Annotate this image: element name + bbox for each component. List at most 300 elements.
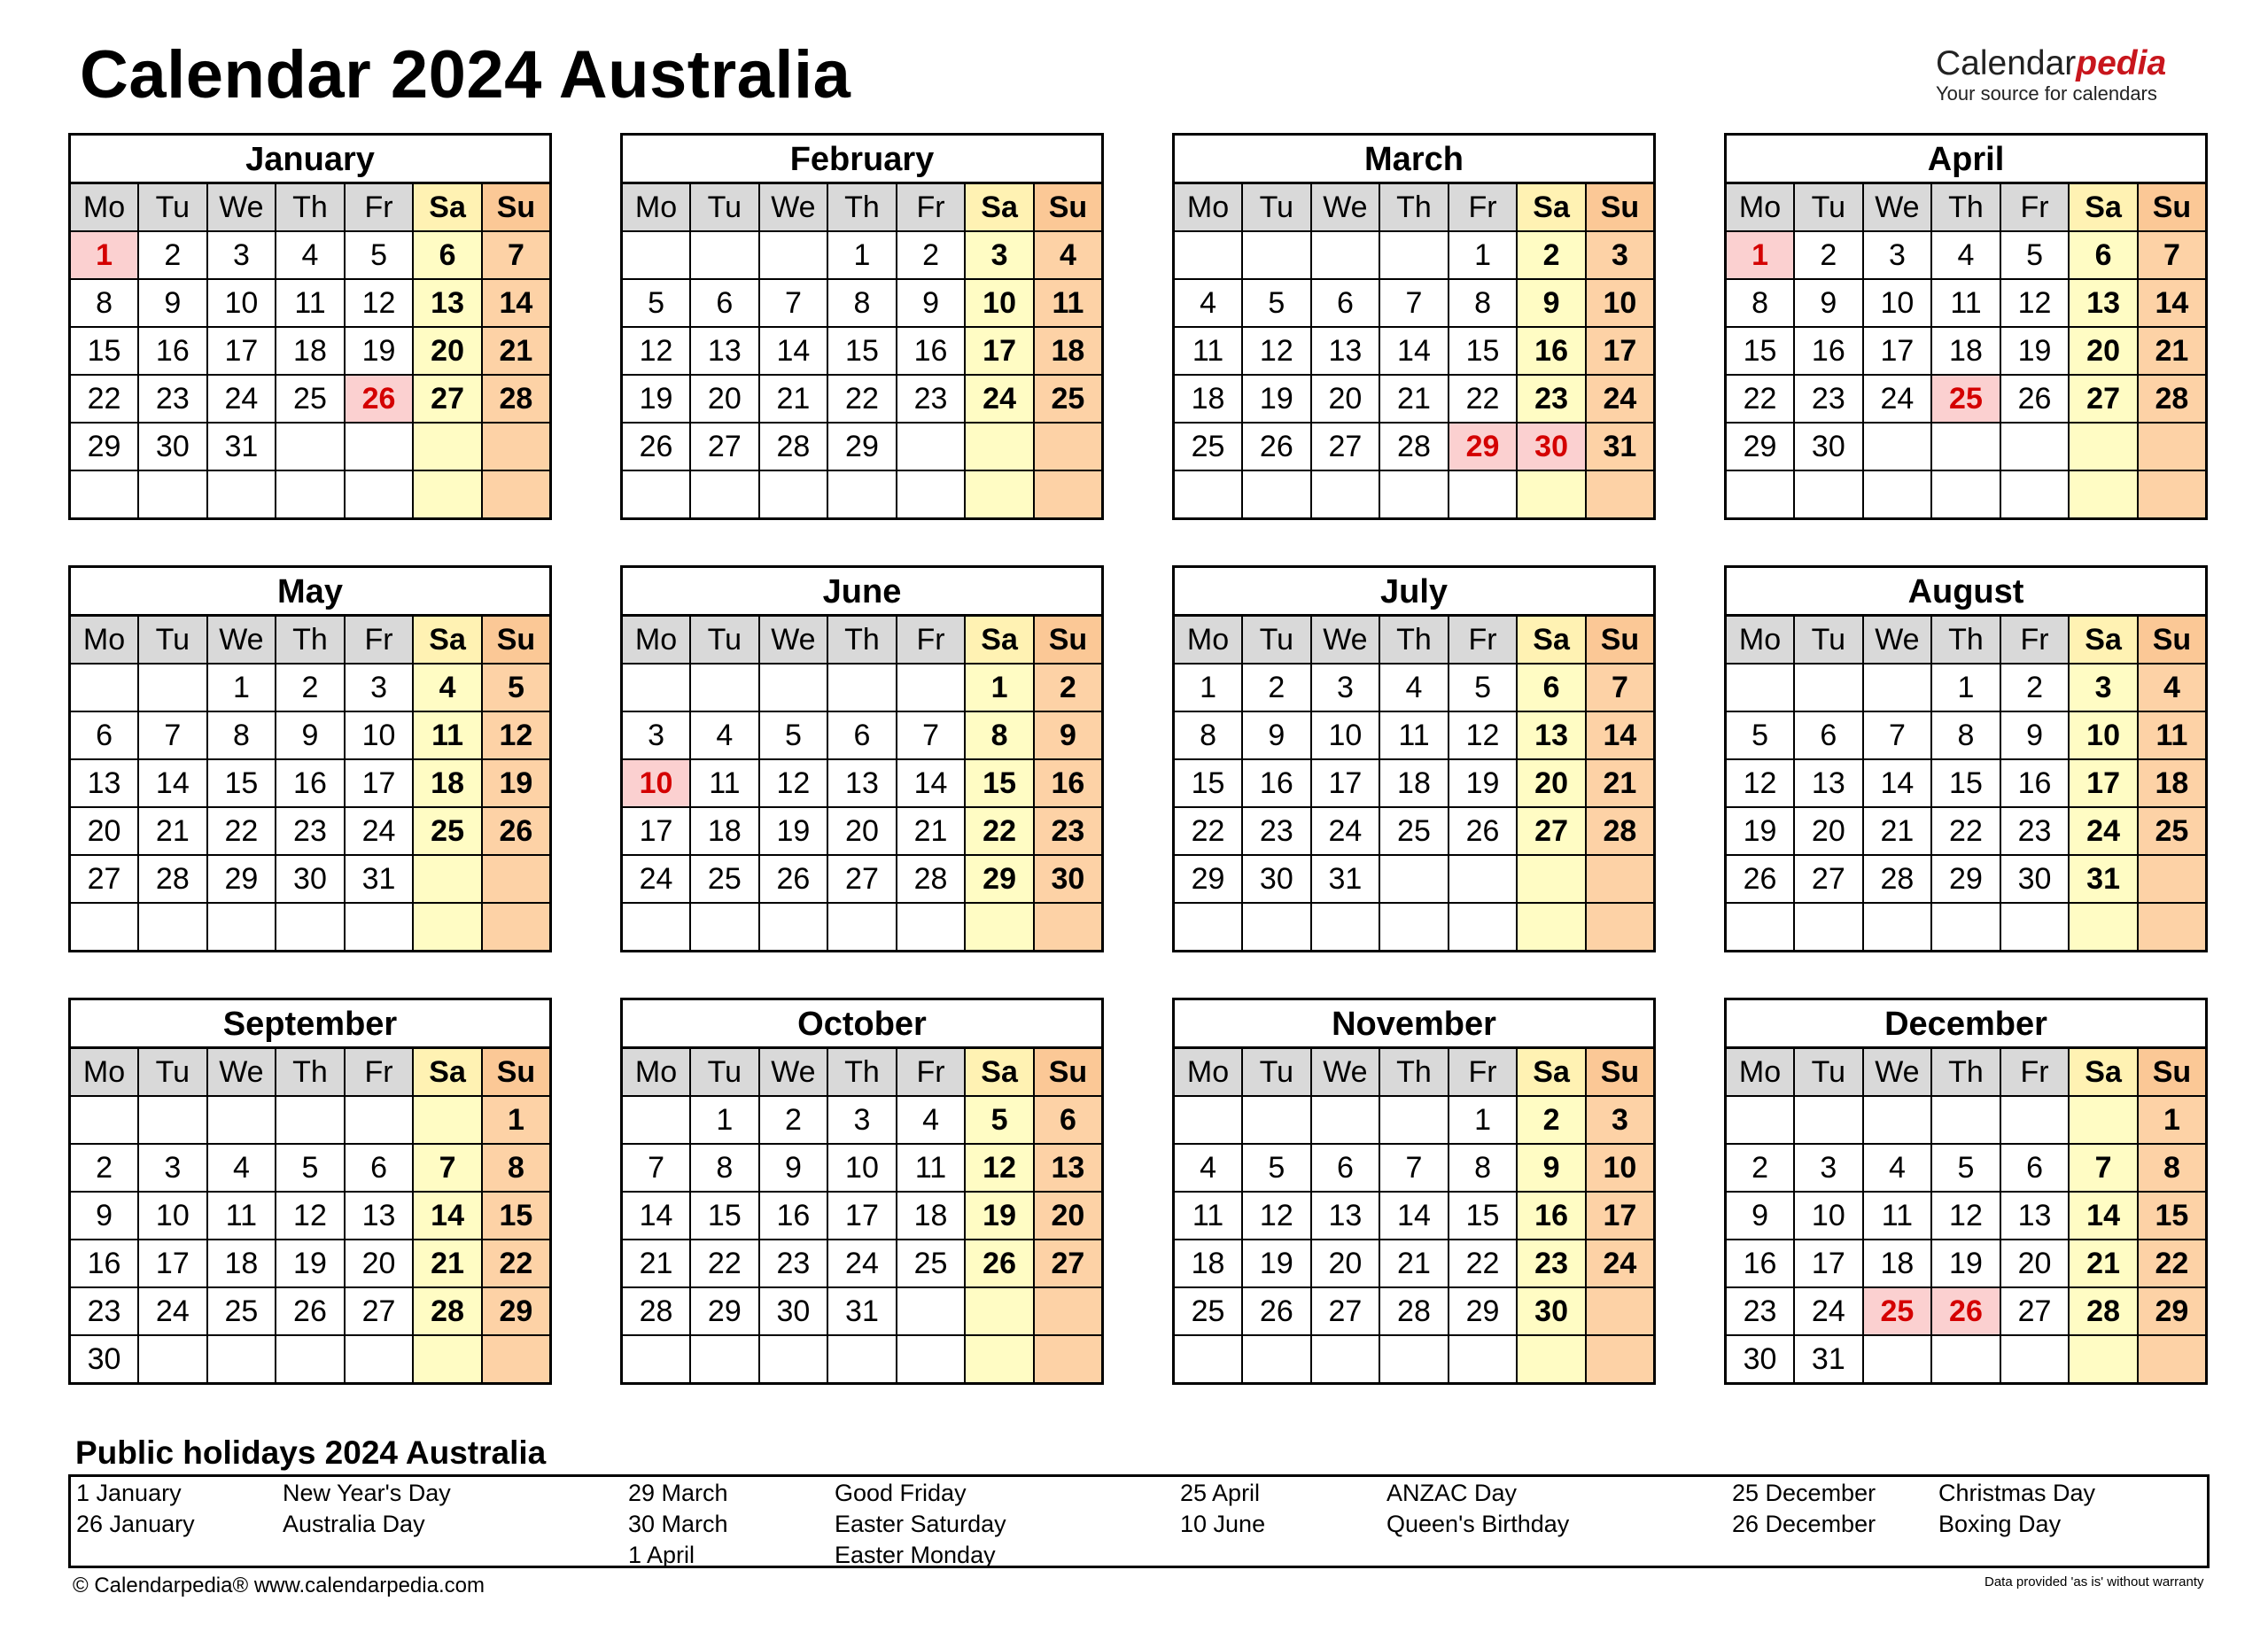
day-cell[interactable]: 8 — [482, 1144, 551, 1192]
day-cell[interactable]: 6 — [345, 1144, 414, 1192]
day-cell[interactable]: 16 — [1726, 1240, 1795, 1287]
day-cell[interactable]: 15 — [70, 327, 139, 375]
day-cell[interactable]: 25 — [1174, 1287, 1243, 1335]
day-cell[interactable]: 17 — [1794, 1240, 1863, 1287]
holiday-day-cell[interactable]: 10 — [622, 759, 691, 807]
day-cell[interactable]: 1 — [827, 231, 897, 279]
day-cell[interactable]: 7 — [759, 279, 828, 327]
day-cell[interactable]: 27 — [1034, 1240, 1103, 1287]
day-cell[interactable]: 16 — [759, 1192, 828, 1240]
day-cell[interactable]: 31 — [1794, 1335, 1863, 1384]
day-cell[interactable]: 19 — [276, 1240, 345, 1287]
day-cell[interactable]: 14 — [2138, 279, 2207, 327]
holiday-day-cell[interactable]: 29 — [1449, 423, 1518, 470]
day-cell[interactable]: 23 — [2000, 807, 2070, 855]
day-cell[interactable]: 9 — [1726, 1192, 1795, 1240]
day-cell[interactable]: 7 — [482, 231, 551, 279]
day-cell[interactable]: 20 — [1311, 375, 1380, 423]
day-cell[interactable]: 14 — [759, 327, 828, 375]
day-cell[interactable]: 12 — [1242, 327, 1311, 375]
day-cell[interactable]: 21 — [1379, 375, 1449, 423]
day-cell[interactable]: 22 — [207, 807, 276, 855]
day-cell[interactable]: 4 — [690, 711, 759, 759]
day-cell[interactable]: 1 — [1174, 664, 1243, 711]
day-cell[interactable]: 23 — [1242, 807, 1311, 855]
day-cell[interactable]: 2 — [759, 1096, 828, 1144]
day-cell[interactable]: 24 — [207, 375, 276, 423]
day-cell[interactable]: 2 — [1517, 1096, 1586, 1144]
day-cell[interactable]: 12 — [482, 711, 551, 759]
day-cell[interactable]: 22 — [482, 1240, 551, 1287]
day-cell[interactable]: 18 — [276, 327, 345, 375]
day-cell[interactable]: 22 — [2138, 1240, 2207, 1287]
day-cell[interactable]: 27 — [2000, 1287, 2070, 1335]
day-cell[interactable]: 13 — [1034, 1144, 1103, 1192]
day-cell[interactable]: 17 — [1586, 327, 1655, 375]
day-cell[interactable]: 18 — [1174, 1240, 1243, 1287]
day-cell[interactable]: 10 — [1586, 279, 1655, 327]
day-cell[interactable]: 14 — [138, 759, 207, 807]
day-cell[interactable]: 17 — [207, 327, 276, 375]
holiday-day-cell[interactable]: 25 — [1863, 1287, 1932, 1335]
day-cell[interactable]: 19 — [1242, 375, 1311, 423]
day-cell[interactable]: 17 — [2069, 759, 2138, 807]
day-cell[interactable]: 8 — [1931, 711, 2000, 759]
day-cell[interactable]: 24 — [1586, 1240, 1655, 1287]
day-cell[interactable]: 1 — [207, 664, 276, 711]
day-cell[interactable]: 25 — [1379, 807, 1449, 855]
day-cell[interactable]: 27 — [345, 1287, 414, 1335]
day-cell[interactable]: 6 — [1311, 1144, 1380, 1192]
day-cell[interactable]: 3 — [138, 1144, 207, 1192]
day-cell[interactable]: 15 — [2138, 1192, 2207, 1240]
day-cell[interactable]: 26 — [1449, 807, 1518, 855]
day-cell[interactable]: 16 — [276, 759, 345, 807]
day-cell[interactable]: 29 — [1449, 1287, 1518, 1335]
day-cell[interactable]: 30 — [1726, 1335, 1795, 1384]
day-cell[interactable]: 19 — [1242, 1240, 1311, 1287]
day-cell[interactable]: 19 — [759, 807, 828, 855]
day-cell[interactable]: 24 — [622, 855, 691, 903]
day-cell[interactable]: 22 — [70, 375, 139, 423]
day-cell[interactable]: 29 — [690, 1287, 759, 1335]
day-cell[interactable]: 8 — [1726, 279, 1795, 327]
day-cell[interactable]: 17 — [1586, 1192, 1655, 1240]
day-cell[interactable]: 15 — [1449, 1192, 1518, 1240]
day-cell[interactable]: 28 — [1863, 855, 1932, 903]
day-cell[interactable]: 20 — [2069, 327, 2138, 375]
day-cell[interactable]: 3 — [1586, 231, 1655, 279]
day-cell[interactable]: 31 — [1311, 855, 1380, 903]
day-cell[interactable]: 11 — [1174, 327, 1243, 375]
day-cell[interactable]: 15 — [1726, 327, 1795, 375]
day-cell[interactable]: 15 — [965, 759, 1034, 807]
day-cell[interactable]: 10 — [1863, 279, 1932, 327]
day-cell[interactable]: 2 — [276, 664, 345, 711]
day-cell[interactable]: 23 — [897, 375, 966, 423]
day-cell[interactable]: 13 — [690, 327, 759, 375]
day-cell[interactable]: 12 — [759, 759, 828, 807]
day-cell[interactable]: 21 — [2069, 1240, 2138, 1287]
day-cell[interactable]: 24 — [1794, 1287, 1863, 1335]
day-cell[interactable]: 10 — [138, 1192, 207, 1240]
day-cell[interactable]: 3 — [345, 664, 414, 711]
day-cell[interactable]: 17 — [1863, 327, 1932, 375]
day-cell[interactable]: 20 — [1034, 1192, 1103, 1240]
day-cell[interactable]: 23 — [1034, 807, 1103, 855]
day-cell[interactable]: 11 — [690, 759, 759, 807]
day-cell[interactable]: 13 — [2069, 279, 2138, 327]
day-cell[interactable]: 25 — [413, 807, 482, 855]
day-cell[interactable]: 5 — [2000, 231, 2070, 279]
day-cell[interactable]: 31 — [345, 855, 414, 903]
day-cell[interactable]: 26 — [276, 1287, 345, 1335]
day-cell[interactable]: 8 — [690, 1144, 759, 1192]
day-cell[interactable]: 27 — [827, 855, 897, 903]
day-cell[interactable]: 16 — [1242, 759, 1311, 807]
day-cell[interactable]: 2 — [138, 231, 207, 279]
day-cell[interactable]: 11 — [2138, 711, 2207, 759]
day-cell[interactable]: 4 — [276, 231, 345, 279]
day-cell[interactable]: 28 — [138, 855, 207, 903]
day-cell[interactable]: 6 — [1034, 1096, 1103, 1144]
day-cell[interactable]: 4 — [1379, 664, 1449, 711]
day-cell[interactable]: 11 — [1174, 1192, 1243, 1240]
day-cell[interactable]: 8 — [207, 711, 276, 759]
day-cell[interactable]: 19 — [482, 759, 551, 807]
day-cell[interactable]: 9 — [759, 1144, 828, 1192]
day-cell[interactable]: 12 — [345, 279, 414, 327]
day-cell[interactable]: 6 — [827, 711, 897, 759]
day-cell[interactable]: 19 — [965, 1192, 1034, 1240]
day-cell[interactable]: 15 — [1449, 327, 1518, 375]
day-cell[interactable]: 9 — [1794, 279, 1863, 327]
day-cell[interactable]: 29 — [827, 423, 897, 470]
day-cell[interactable]: 7 — [413, 1144, 482, 1192]
day-cell[interactable]: 14 — [1379, 327, 1449, 375]
day-cell[interactable]: 6 — [2069, 231, 2138, 279]
day-cell[interactable]: 23 — [1726, 1287, 1795, 1335]
day-cell[interactable]: 26 — [2000, 375, 2070, 423]
day-cell[interactable]: 27 — [1311, 1287, 1380, 1335]
day-cell[interactable]: 24 — [1311, 807, 1380, 855]
day-cell[interactable]: 5 — [1242, 1144, 1311, 1192]
day-cell[interactable]: 7 — [2069, 1144, 2138, 1192]
holiday-day-cell[interactable]: 30 — [1517, 423, 1586, 470]
day-cell[interactable]: 13 — [70, 759, 139, 807]
day-cell[interactable]: 4 — [897, 1096, 966, 1144]
day-cell[interactable]: 3 — [1311, 664, 1380, 711]
day-cell[interactable]: 30 — [1517, 1287, 1586, 1335]
day-cell[interactable]: 11 — [276, 279, 345, 327]
day-cell[interactable]: 30 — [70, 1335, 139, 1384]
day-cell[interactable]: 15 — [690, 1192, 759, 1240]
day-cell[interactable]: 5 — [1931, 1144, 2000, 1192]
day-cell[interactable]: 9 — [70, 1192, 139, 1240]
holiday-day-cell[interactable]: 1 — [70, 231, 139, 279]
day-cell[interactable]: 18 — [690, 807, 759, 855]
day-cell[interactable]: 12 — [1242, 1192, 1311, 1240]
day-cell[interactable]: 28 — [2138, 375, 2207, 423]
day-cell[interactable]: 27 — [690, 423, 759, 470]
day-cell[interactable]: 9 — [1517, 1144, 1586, 1192]
day-cell[interactable]: 18 — [1931, 327, 2000, 375]
day-cell[interactable]: 5 — [1726, 711, 1795, 759]
day-cell[interactable]: 5 — [622, 279, 691, 327]
day-cell[interactable]: 31 — [207, 423, 276, 470]
day-cell[interactable]: 5 — [965, 1096, 1034, 1144]
day-cell[interactable]: 24 — [827, 1240, 897, 1287]
day-cell[interactable]: 12 — [1931, 1192, 2000, 1240]
day-cell[interactable]: 23 — [276, 807, 345, 855]
day-cell[interactable]: 4 — [2138, 664, 2207, 711]
day-cell[interactable]: 9 — [897, 279, 966, 327]
day-cell[interactable]: 6 — [413, 231, 482, 279]
day-cell[interactable]: 7 — [622, 1144, 691, 1192]
day-cell[interactable]: 11 — [897, 1144, 966, 1192]
day-cell[interactable]: 5 — [1242, 279, 1311, 327]
day-cell[interactable]: 2 — [1034, 664, 1103, 711]
day-cell[interactable]: 21 — [1379, 1240, 1449, 1287]
day-cell[interactable]: 7 — [1863, 711, 1932, 759]
day-cell[interactable]: 20 — [345, 1240, 414, 1287]
day-cell[interactable]: 3 — [1863, 231, 1932, 279]
day-cell[interactable]: 23 — [70, 1287, 139, 1335]
day-cell[interactable]: 4 — [1931, 231, 2000, 279]
day-cell[interactable]: 22 — [690, 1240, 759, 1287]
day-cell[interactable]: 28 — [1379, 1287, 1449, 1335]
day-cell[interactable]: 15 — [827, 327, 897, 375]
day-cell[interactable]: 21 — [413, 1240, 482, 1287]
day-cell[interactable]: 30 — [2000, 855, 2070, 903]
day-cell[interactable]: 18 — [897, 1192, 966, 1240]
day-cell[interactable]: 4 — [1174, 279, 1243, 327]
day-cell[interactable]: 8 — [965, 711, 1034, 759]
day-cell[interactable]: 15 — [1174, 759, 1243, 807]
day-cell[interactable]: 20 — [1517, 759, 1586, 807]
holiday-day-cell[interactable]: 26 — [345, 375, 414, 423]
day-cell[interactable]: 21 — [622, 1240, 691, 1287]
day-cell[interactable]: 14 — [1586, 711, 1655, 759]
day-cell[interactable]: 29 — [207, 855, 276, 903]
day-cell[interactable]: 18 — [1034, 327, 1103, 375]
day-cell[interactable]: 16 — [1517, 327, 1586, 375]
day-cell[interactable]: 13 — [1794, 759, 1863, 807]
day-cell[interactable]: 20 — [827, 807, 897, 855]
day-cell[interactable]: 26 — [1242, 1287, 1311, 1335]
day-cell[interactable]: 4 — [413, 664, 482, 711]
day-cell[interactable]: 14 — [1863, 759, 1932, 807]
day-cell[interactable]: 20 — [70, 807, 139, 855]
day-cell[interactable]: 3 — [207, 231, 276, 279]
day-cell[interactable]: 26 — [482, 807, 551, 855]
day-cell[interactable]: 13 — [2000, 1192, 2070, 1240]
day-cell[interactable]: 24 — [138, 1287, 207, 1335]
day-cell[interactable]: 8 — [1449, 1144, 1518, 1192]
day-cell[interactable]: 25 — [276, 375, 345, 423]
day-cell[interactable]: 23 — [1517, 1240, 1586, 1287]
day-cell[interactable]: 19 — [1449, 759, 1518, 807]
day-cell[interactable]: 28 — [759, 423, 828, 470]
holiday-day-cell[interactable]: 26 — [1931, 1287, 2000, 1335]
day-cell[interactable]: 30 — [1242, 855, 1311, 903]
day-cell[interactable]: 13 — [413, 279, 482, 327]
day-cell[interactable]: 30 — [759, 1287, 828, 1335]
day-cell[interactable]: 19 — [2000, 327, 2070, 375]
day-cell[interactable]: 10 — [1311, 711, 1380, 759]
day-cell[interactable]: 18 — [207, 1240, 276, 1287]
day-cell[interactable]: 20 — [1794, 807, 1863, 855]
day-cell[interactable]: 13 — [1311, 1192, 1380, 1240]
day-cell[interactable]: 11 — [1863, 1192, 1932, 1240]
day-cell[interactable]: 23 — [138, 375, 207, 423]
day-cell[interactable]: 3 — [827, 1096, 897, 1144]
day-cell[interactable]: 14 — [482, 279, 551, 327]
day-cell[interactable]: 2 — [1794, 231, 1863, 279]
day-cell[interactable]: 24 — [965, 375, 1034, 423]
holiday-day-cell[interactable]: 1 — [1726, 231, 1795, 279]
day-cell[interactable]: 14 — [897, 759, 966, 807]
day-cell[interactable]: 13 — [1311, 327, 1380, 375]
day-cell[interactable]: 14 — [622, 1192, 691, 1240]
day-cell[interactable]: 25 — [1034, 375, 1103, 423]
day-cell[interactable]: 8 — [1174, 711, 1243, 759]
brand-logo[interactable] — [1936, 44, 2202, 105]
day-cell[interactable]: 23 — [1794, 375, 1863, 423]
day-cell[interactable]: 18 — [2138, 759, 2207, 807]
day-cell[interactable]: 9 — [1034, 711, 1103, 759]
day-cell[interactable]: 17 — [965, 327, 1034, 375]
day-cell[interactable]: 15 — [207, 759, 276, 807]
day-cell[interactable]: 11 — [207, 1192, 276, 1240]
day-cell[interactable]: 28 — [1379, 423, 1449, 470]
day-cell[interactable]: 20 — [690, 375, 759, 423]
day-cell[interactable]: 16 — [2000, 759, 2070, 807]
day-cell[interactable]: 6 — [1311, 279, 1380, 327]
day-cell[interactable]: 1 — [2138, 1096, 2207, 1144]
day-cell[interactable]: 10 — [827, 1144, 897, 1192]
day-cell[interactable]: 17 — [345, 759, 414, 807]
day-cell[interactable]: 1 — [1449, 231, 1518, 279]
day-cell[interactable]: 27 — [413, 375, 482, 423]
holiday-day-cell[interactable]: 25 — [1931, 375, 2000, 423]
day-cell[interactable]: 25 — [207, 1287, 276, 1335]
day-cell[interactable]: 9 — [138, 279, 207, 327]
day-cell[interactable]: 7 — [1379, 279, 1449, 327]
day-cell[interactable]: 11 — [413, 711, 482, 759]
day-cell[interactable]: 5 — [1449, 664, 1518, 711]
day-cell[interactable]: 17 — [1311, 759, 1380, 807]
day-cell[interactable]: 10 — [1586, 1144, 1655, 1192]
day-cell[interactable]: 27 — [1517, 807, 1586, 855]
day-cell[interactable]: 14 — [1379, 1192, 1449, 1240]
day-cell[interactable]: 30 — [276, 855, 345, 903]
day-cell[interactable]: 28 — [2069, 1287, 2138, 1335]
day-cell[interactable]: 30 — [1794, 423, 1863, 470]
day-cell[interactable]: 21 — [897, 807, 966, 855]
day-cell[interactable]: 22 — [1449, 375, 1518, 423]
day-cell[interactable]: 5 — [276, 1144, 345, 1192]
day-cell[interactable]: 11 — [1931, 279, 2000, 327]
day-cell[interactable]: 13 — [345, 1192, 414, 1240]
day-cell[interactable]: 2 — [2000, 664, 2070, 711]
day-cell[interactable]: 2 — [897, 231, 966, 279]
day-cell[interactable]: 31 — [827, 1287, 897, 1335]
day-cell[interactable]: 27 — [2069, 375, 2138, 423]
day-cell[interactable]: 10 — [207, 279, 276, 327]
day-cell[interactable]: 29 — [70, 423, 139, 470]
day-cell[interactable]: 21 — [759, 375, 828, 423]
day-cell[interactable]: 15 — [482, 1192, 551, 1240]
day-cell[interactable]: 25 — [2138, 807, 2207, 855]
day-cell[interactable]: 6 — [690, 279, 759, 327]
day-cell[interactable]: 22 — [965, 807, 1034, 855]
day-cell[interactable]: 17 — [622, 807, 691, 855]
day-cell[interactable]: 28 — [482, 375, 551, 423]
day-cell[interactable]: 18 — [1863, 1240, 1932, 1287]
day-cell[interactable]: 26 — [759, 855, 828, 903]
day-cell[interactable]: 19 — [345, 327, 414, 375]
day-cell[interactable]: 12 — [965, 1144, 1034, 1192]
day-cell[interactable]: 24 — [1863, 375, 1932, 423]
day-cell[interactable]: 17 — [138, 1240, 207, 1287]
day-cell[interactable]: 24 — [345, 807, 414, 855]
day-cell[interactable]: 24 — [1586, 375, 1655, 423]
day-cell[interactable]: 26 — [965, 1240, 1034, 1287]
day-cell[interactable]: 1 — [690, 1096, 759, 1144]
day-cell[interactable]: 29 — [965, 855, 1034, 903]
day-cell[interactable]: 3 — [1586, 1096, 1655, 1144]
day-cell[interactable]: 30 — [138, 423, 207, 470]
day-cell[interactable]: 15 — [1931, 759, 2000, 807]
day-cell[interactable]: 5 — [759, 711, 828, 759]
day-cell[interactable]: 12 — [2000, 279, 2070, 327]
day-cell[interactable]: 2 — [70, 1144, 139, 1192]
day-cell[interactable]: 29 — [1726, 423, 1795, 470]
day-cell[interactable]: 22 — [1931, 807, 2000, 855]
day-cell[interactable]: 7 — [1586, 664, 1655, 711]
day-cell[interactable]: 10 — [2069, 711, 2138, 759]
day-cell[interactable]: 22 — [1174, 807, 1243, 855]
day-cell[interactable]: 6 — [70, 711, 139, 759]
day-cell[interactable]: 17 — [827, 1192, 897, 1240]
day-cell[interactable]: 18 — [1379, 759, 1449, 807]
day-cell[interactable]: 16 — [1034, 759, 1103, 807]
day-cell[interactable]: 13 — [1517, 711, 1586, 759]
day-cell[interactable]: 1 — [1449, 1096, 1518, 1144]
day-cell[interactable]: 9 — [2000, 711, 2070, 759]
day-cell[interactable]: 20 — [1311, 1240, 1380, 1287]
day-cell[interactable]: 23 — [759, 1240, 828, 1287]
day-cell[interactable]: 1 — [965, 664, 1034, 711]
day-cell[interactable]: 21 — [1586, 759, 1655, 807]
day-cell[interactable]: 10 — [345, 711, 414, 759]
day-cell[interactable]: 6 — [2000, 1144, 2070, 1192]
day-cell[interactable]: 12 — [622, 327, 691, 375]
day-cell[interactable]: 12 — [276, 1192, 345, 1240]
day-cell[interactable]: 25 — [897, 1240, 966, 1287]
day-cell[interactable]: 3 — [1794, 1144, 1863, 1192]
day-cell[interactable]: 29 — [1931, 855, 2000, 903]
day-cell[interactable]: 5 — [482, 664, 551, 711]
day-cell[interactable]: 26 — [622, 423, 691, 470]
day-cell[interactable]: 22 — [1449, 1240, 1518, 1287]
day-cell[interactable]: 11 — [1034, 279, 1103, 327]
day-cell[interactable]: 22 — [827, 375, 897, 423]
day-cell[interactable]: 4 — [207, 1144, 276, 1192]
day-cell[interactable]: 3 — [622, 711, 691, 759]
day-cell[interactable]: 21 — [2138, 327, 2207, 375]
